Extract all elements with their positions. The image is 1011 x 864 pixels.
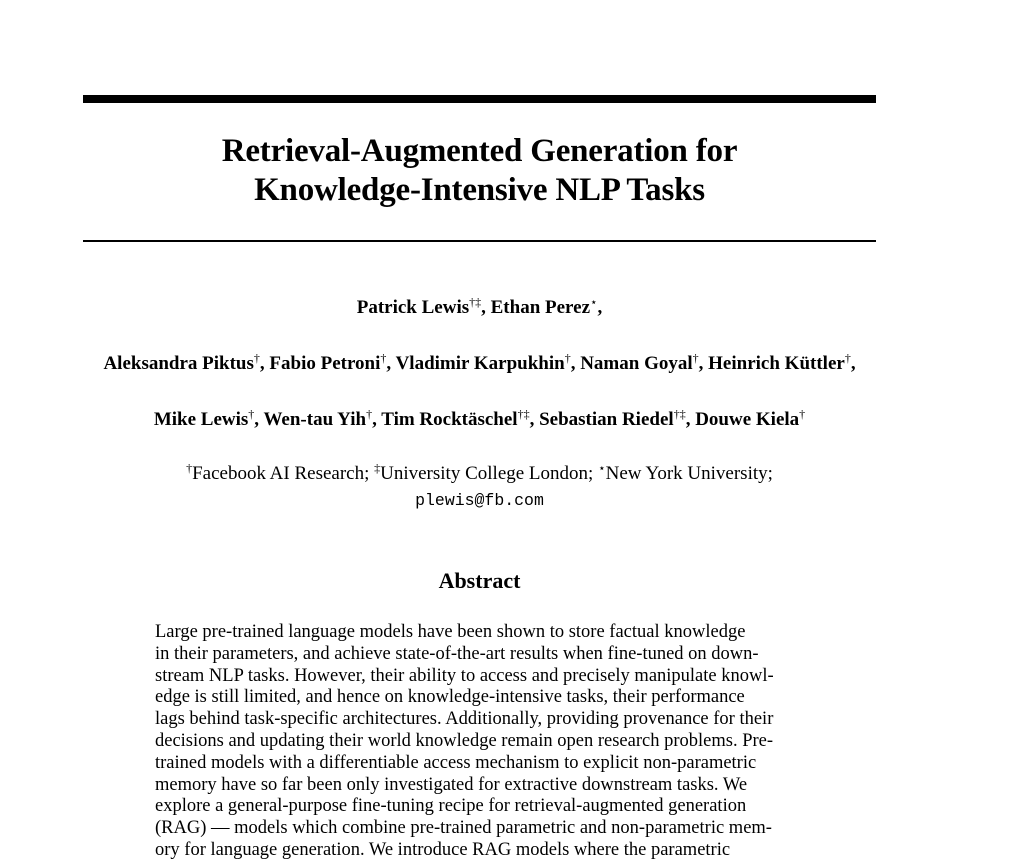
author-name: Vladimir Karpukhin [395,353,565,374]
abstract-line: trained models with a differentiable access mechanism to explicit non-parametric [155,752,757,773]
abstract-line: memory have so far been only investigated for extractive downstream tasks. We [155,774,748,795]
abstract-line: lags behind task-specific architectures. Additionally, providing provenance for their [155,709,774,730]
author-name: Naman Goyal [580,353,693,374]
author-marks: †‡ [517,407,530,421]
contact-email: plewis@fb.com [415,491,544,510]
author-name: Douwe Kiela [695,409,800,430]
author-marks: † [248,407,255,421]
author-marks: † [380,351,387,365]
affiliation-text: Facebook AI Research; [192,463,370,484]
author [481,297,602,318]
author [103,353,259,374]
author-marks: † [844,351,851,365]
author [357,297,481,318]
author-marks: †‡ [469,295,482,309]
author [372,409,530,430]
author-name: Fabio Petroni [269,353,381,374]
author [386,353,570,374]
affiliation-text: New York University; [605,463,773,484]
author-name: Aleksandra Piktus [103,353,254,374]
top-rule [83,95,876,103]
affiliation [369,463,593,484]
author-name: Wen-tau Yih [263,409,367,430]
affiliation-mark: ⋆ [598,461,606,475]
paper-title [83,132,876,210]
author-row [40,408,919,432]
author [571,353,699,374]
abstract-line: (RAG) — models which combine pre-trained parametric and non-parametric mem- [155,818,772,839]
author-marks: ⋆ [590,295,598,309]
author-name: Heinrich Küttler [708,353,845,374]
affiliation [186,463,369,484]
affiliation-mark: ‡ [374,461,381,475]
author-name: Tim Rocktäschel [381,409,518,430]
author-marks: † [253,351,260,365]
author-marks: † [366,407,373,421]
title-line: Knowledge-Intensive NLP Tasks [254,172,705,208]
title-line: Retrieval-Augmented Generation for [221,133,738,169]
author-marks: † [564,351,571,365]
abstract-line: stream NLP tasks. However, their ability to access and precisely manipulate knowl- [155,665,774,686]
author-row [40,296,919,320]
abstract-line: explore a general-purpose fine-tuning recipe for retrieval-augmented generation [155,796,747,817]
author [154,409,254,430]
abstract-line: Large pre-trained language models have been shown to store factual knowledge [155,622,746,642]
abstract-line: decisions and updating their world knowledge remain open research problems. Pre- [155,730,774,751]
abstract-heading: Abstract [438,568,521,593]
author [530,409,686,430]
author-name: Ethan Perez [490,297,591,318]
author-row [40,352,919,376]
affiliation [593,463,773,484]
author-name: Mike Lewis [153,409,249,430]
affiliations [40,462,919,486]
author-name: Patrick Lewis [356,297,470,318]
author [260,353,387,374]
bottom-rule [83,240,876,242]
affiliation-text: University College London; [380,463,594,484]
author-marks: † [692,351,699,365]
author-name: Sebastian Riedel [539,409,674,430]
abstract-line: in their parameters, and achieve state-of-the-art results when fine-tuned on down- [155,643,759,664]
author [699,353,856,374]
author-marks: †‡ [673,407,686,421]
affiliation-mark: † [186,461,193,475]
author-marks: † [799,407,806,421]
abstract-line: edge is still limited, and hence on knowledge-intensive tasks, their performance [155,687,745,708]
author [254,409,372,430]
author [686,409,805,430]
abstract-body [155,622,815,862]
abstract-line: ory for language generation. We introduce RAG models where the parametric [155,839,731,860]
